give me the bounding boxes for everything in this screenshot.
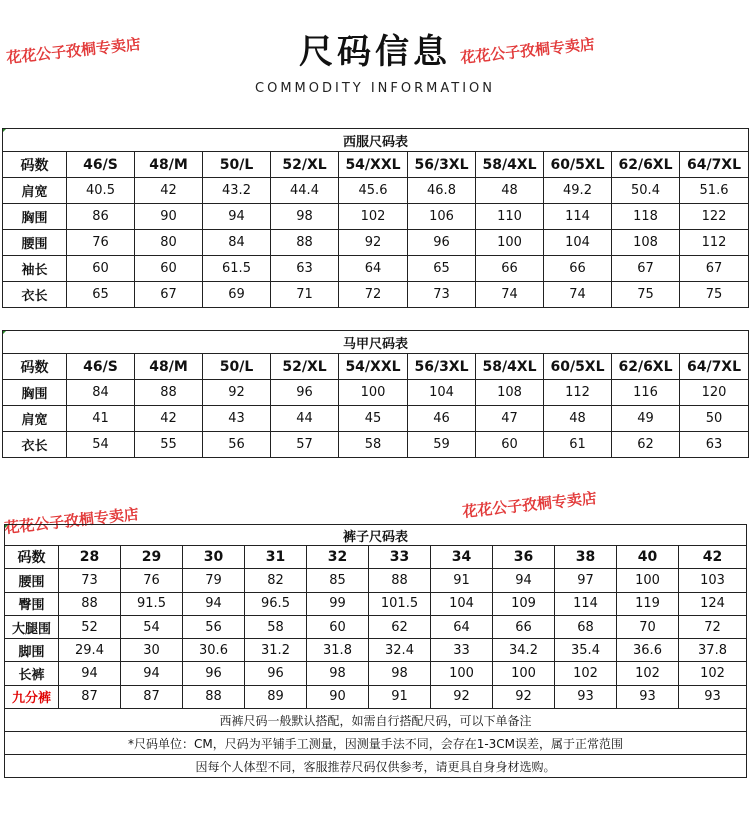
size-header-cell: 32: [307, 546, 369, 569]
vest-size-table: [2, 330, 749, 458]
table-cell: 88: [59, 592, 121, 615]
table-cell: 33: [431, 639, 493, 662]
table-row: [3, 380, 749, 406]
table-cell: 56: [183, 615, 245, 638]
table-cell: 31.8: [307, 639, 369, 662]
table-cell: 73: [59, 569, 121, 592]
watermark-top-left: 花花公子孜桐专卖店: [5, 34, 142, 68]
table-cell: 63: [271, 256, 339, 282]
row-label: 大腿围: [5, 615, 59, 638]
table-cell: 66: [544, 256, 612, 282]
table-cell: 48: [544, 406, 612, 432]
table-cell: 85: [307, 569, 369, 592]
table-cell: 96: [408, 230, 476, 256]
size-header-cell: 40: [617, 546, 679, 569]
table-cell: 72: [679, 615, 747, 638]
table-cell: 84: [67, 380, 135, 406]
table-caption: 裤子尺码表: [5, 525, 747, 546]
table-cell: 96: [271, 380, 339, 406]
table-cell: 106: [408, 204, 476, 230]
table-cell: 102: [617, 662, 679, 685]
table-cell: 61.5: [203, 256, 271, 282]
size-header-label: 码数: [5, 546, 59, 569]
size-header-cell: 42: [679, 546, 747, 569]
table-cell: 87: [59, 685, 121, 708]
table-cell: 96.5: [245, 592, 307, 615]
table-cell: 73: [408, 282, 476, 308]
table-cell: 92: [431, 685, 493, 708]
table-cell: 49: [612, 406, 680, 432]
table-cell: 57: [271, 432, 339, 458]
table-cell: 88: [271, 230, 339, 256]
table-cell: 46.8: [408, 178, 476, 204]
table-cell: 94: [493, 569, 555, 592]
size-header-cell: 36: [493, 546, 555, 569]
table-cell: 110: [476, 204, 544, 230]
table-cell: 94: [203, 204, 271, 230]
table-cell: 75: [680, 282, 749, 308]
table-row: [3, 204, 749, 230]
size-header-cell: 52/XL: [271, 152, 339, 178]
size-header-row: [3, 152, 749, 178]
size-header-cell: 58/4XL: [476, 152, 544, 178]
table-cell: 114: [544, 204, 612, 230]
table-cell: 88: [183, 685, 245, 708]
table-cell: 34.2: [493, 639, 555, 662]
table-note: 西裤尺码一般默认搭配，如需自行搭配尺码，可以下单备注: [5, 709, 747, 732]
table-cell: 90: [307, 685, 369, 708]
table-cell: 91: [369, 685, 431, 708]
table-cell: 119: [617, 592, 679, 615]
page-title: 尺码信息: [299, 32, 451, 72]
table-cell: 50: [680, 406, 749, 432]
table-cell: 61: [544, 432, 612, 458]
table-cell: 37.8: [679, 639, 747, 662]
table-cell: 54: [121, 615, 183, 638]
table-cell: 98: [369, 662, 431, 685]
size-header-cell: 60/5XL: [544, 152, 612, 178]
size-header-cell: 34: [431, 546, 493, 569]
table-cell: 102: [555, 662, 617, 685]
table-cell: 100: [476, 230, 544, 256]
table-cell: 36.6: [617, 639, 679, 662]
size-header-label: 码数: [3, 152, 67, 178]
table-cell: 45.6: [339, 178, 408, 204]
table-cell: 72: [339, 282, 408, 308]
table-cell: 87: [121, 685, 183, 708]
watermark-top-right: 花花公子孜桐专卖店: [459, 34, 596, 68]
table-cell: 96: [245, 662, 307, 685]
table-cell: 91: [431, 569, 493, 592]
table-cell: 100: [493, 662, 555, 685]
suit-size-table: [2, 128, 749, 308]
size-header-cell: 48/M: [135, 152, 203, 178]
table-cell: 30.6: [183, 639, 245, 662]
table-cell: 79: [183, 569, 245, 592]
table-row: [5, 662, 747, 685]
table-cell: 65: [67, 282, 135, 308]
size-header-cell: 58/4XL: [476, 354, 544, 380]
table-row: [5, 615, 747, 638]
table-cell: 89: [245, 685, 307, 708]
table-cell: 118: [612, 204, 680, 230]
size-header-cell: 64/7XL: [680, 152, 749, 178]
table-cell: 94: [183, 592, 245, 615]
table-cell: 43: [203, 406, 271, 432]
table-cell: 91.5: [121, 592, 183, 615]
table-cell: 63: [680, 432, 749, 458]
row-label: 腰围: [5, 569, 59, 592]
table-cell: 62: [612, 432, 680, 458]
table-row: [3, 256, 749, 282]
table-cell: 100: [339, 380, 408, 406]
table-cell: 100: [617, 569, 679, 592]
table-cell: 70: [617, 615, 679, 638]
size-header-cell: 64/7XL: [680, 354, 749, 380]
table-cell: 66: [476, 256, 544, 282]
size-header-cell: 62/6XL: [612, 354, 680, 380]
table-cell: 41: [67, 406, 135, 432]
table-cell: 64: [339, 256, 408, 282]
table-row: [3, 406, 749, 432]
table-cell: 82: [245, 569, 307, 592]
row-label: 腰围: [3, 230, 67, 256]
table-cell: 88: [369, 569, 431, 592]
table-cell: 65: [408, 256, 476, 282]
table-cell: 58: [339, 432, 408, 458]
table-cell: 92: [493, 685, 555, 708]
table-cell: 93: [679, 685, 747, 708]
table-cell: 66: [493, 615, 555, 638]
table-row: [5, 592, 747, 615]
size-header-cell: 50/L: [203, 152, 271, 178]
size-header-cell: 62/6XL: [612, 152, 680, 178]
size-header-cell: 38: [555, 546, 617, 569]
row-label: 肩宽: [3, 406, 67, 432]
table-cell: 94: [59, 662, 121, 685]
row-label: 衣长: [3, 282, 67, 308]
table-cell: 31.2: [245, 639, 307, 662]
table-cell: 40.5: [67, 178, 135, 204]
row-label: 胸围: [3, 380, 67, 406]
table-cell: 76: [67, 230, 135, 256]
table-caption: 马甲尺码表: [3, 331, 749, 354]
table-cell: 60: [307, 615, 369, 638]
table-cell: 58: [245, 615, 307, 638]
table-cell: 116: [612, 380, 680, 406]
table-row: [5, 569, 747, 592]
table-cell: 45: [339, 406, 408, 432]
table-cell: 114: [555, 592, 617, 615]
table-cell: 104: [408, 380, 476, 406]
table-cell: 29.4: [59, 639, 121, 662]
table-cell: 43.2: [203, 178, 271, 204]
size-header-cell: 50/L: [203, 354, 271, 380]
table-row: [5, 685, 747, 708]
row-label: 胸围: [3, 204, 67, 230]
table-cell: 55: [135, 432, 203, 458]
table-cell: 96: [183, 662, 245, 685]
size-header-cell: 54/XXL: [339, 152, 408, 178]
table-cell: 62: [369, 615, 431, 638]
size-header-cell: 30: [183, 546, 245, 569]
table-cell: 112: [544, 380, 612, 406]
table-cell: 47: [476, 406, 544, 432]
size-header-cell: 56/3XL: [408, 152, 476, 178]
table-cell: 93: [555, 685, 617, 708]
table-cell: 42: [135, 406, 203, 432]
row-label: 九分裤: [5, 685, 59, 708]
size-header-cell: 52/XL: [271, 354, 339, 380]
table-cell: 112: [680, 230, 749, 256]
table-cell: 35.4: [555, 639, 617, 662]
watermark-mid-left: 花花公子孜桐专卖店: [3, 504, 140, 538]
table-cell: 60: [67, 256, 135, 282]
table-cell: 44: [271, 406, 339, 432]
table-cell: 100: [431, 662, 493, 685]
table-cell: 69: [203, 282, 271, 308]
table-cell: 97: [555, 569, 617, 592]
table-caption: 西服尺码表: [3, 129, 749, 152]
table-row: [5, 639, 747, 662]
row-label: 衣长: [3, 432, 67, 458]
table-row: [3, 282, 749, 308]
row-label: 袖长: [3, 256, 67, 282]
table-cell: 51.6: [680, 178, 749, 204]
table-cell: 42: [135, 178, 203, 204]
table-cell: 109: [493, 592, 555, 615]
table-cell: 67: [612, 256, 680, 282]
table-cell: 94: [121, 662, 183, 685]
size-header-row: [5, 546, 747, 569]
table-cell: 90: [135, 204, 203, 230]
table-cell: 60: [135, 256, 203, 282]
table-cell: 49.2: [544, 178, 612, 204]
table-cell: 71: [271, 282, 339, 308]
pants-size-table: [4, 524, 747, 778]
table-cell: 88: [135, 380, 203, 406]
table-cell: 101.5: [369, 592, 431, 615]
table-cell: 98: [307, 662, 369, 685]
table-cell: 80: [135, 230, 203, 256]
table-cell: 76: [121, 569, 183, 592]
table-cell: 68: [555, 615, 617, 638]
table-cell: 46: [408, 406, 476, 432]
size-header-cell: 54/XXL: [339, 354, 408, 380]
table-cell: 74: [544, 282, 612, 308]
table-cell: 104: [544, 230, 612, 256]
table-cell: 74: [476, 282, 544, 308]
row-label: 肩宽: [3, 178, 67, 204]
table-cell: 44.4: [271, 178, 339, 204]
table-cell: 64: [431, 615, 493, 638]
size-header-cell: 48/M: [135, 354, 203, 380]
table-cell: 67: [135, 282, 203, 308]
table-row: [3, 178, 749, 204]
table-cell: 54: [67, 432, 135, 458]
table-cell: 102: [339, 204, 408, 230]
table-cell: 86: [67, 204, 135, 230]
size-header-cell: 56/3XL: [408, 354, 476, 380]
size-header-row: [3, 354, 749, 380]
table-row: [3, 432, 749, 458]
table-cell: 104: [431, 592, 493, 615]
table-cell: 124: [679, 592, 747, 615]
row-label: 脚围: [5, 639, 59, 662]
table-cell: 122: [680, 204, 749, 230]
table-cell: 32.4: [369, 639, 431, 662]
table-note: *尺码单位：CM，尺码为平铺手工测量，因测量手法不同，会存在1-3CM误差，属于正常范围: [5, 732, 747, 755]
table-cell: 103: [679, 569, 747, 592]
table-cell: 92: [203, 380, 271, 406]
table-cell: 99: [307, 592, 369, 615]
size-header-cell: 28: [59, 546, 121, 569]
table-cell: 102: [679, 662, 747, 685]
size-header-cell: 46/S: [67, 152, 135, 178]
table-cell: 108: [612, 230, 680, 256]
table-cell: 108: [476, 380, 544, 406]
table-cell: 52: [59, 615, 121, 638]
table-row: [3, 230, 749, 256]
row-label: 长裤: [5, 662, 59, 685]
table-note: 因每个人体型不同，客服推荐尺码仅供参考，请更具自身身材选购。: [5, 755, 747, 778]
table-cell: 50.4: [612, 178, 680, 204]
table-cell: 75: [612, 282, 680, 308]
size-header-label: 码数: [3, 354, 67, 380]
table-cell: 120: [680, 380, 749, 406]
page-subtitle: COMMODITY INFORMATION: [255, 81, 495, 96]
size-header-cell: 29: [121, 546, 183, 569]
table-cell: 84: [203, 230, 271, 256]
table-cell: 48: [476, 178, 544, 204]
table-cell: 59: [408, 432, 476, 458]
size-header-cell: 31: [245, 546, 307, 569]
table-cell: 30: [121, 639, 183, 662]
table-cell: 93: [617, 685, 679, 708]
size-header-cell: 46/S: [67, 354, 135, 380]
table-cell: 92: [339, 230, 408, 256]
row-label: 臀围: [5, 592, 59, 615]
table-cell: 56: [203, 432, 271, 458]
watermark-mid-right: 花花公子孜桐专卖店: [461, 488, 598, 522]
table-cell: 67: [680, 256, 749, 282]
table-cell: 60: [476, 432, 544, 458]
size-header-cell: 60/5XL: [544, 354, 612, 380]
size-header-cell: 33: [369, 546, 431, 569]
table-cell: 98: [271, 204, 339, 230]
